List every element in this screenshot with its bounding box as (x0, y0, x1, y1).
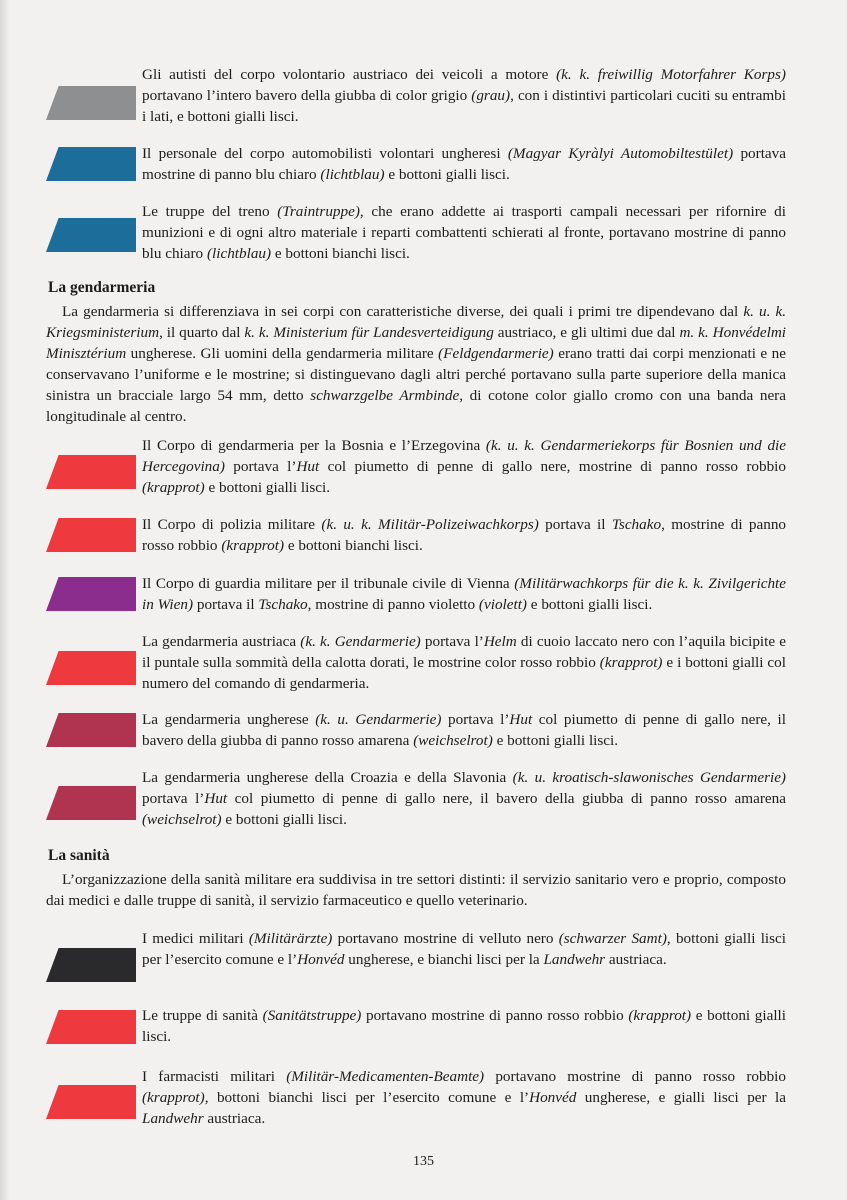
color-swatch (46, 147, 136, 181)
entry-text: Il Corpo di polizia militare (k. u. k. Militär-Polizeiwachkorps) portava il Tschako, mostrine di panno rosso robbio (krapprot) e bottoni bianchi lisci. (142, 516, 787, 554)
entry-text: Gli autisti del corpo volontario austriaco dei veicoli a motore (k. k. freiwillig Motorfahrer Korps) portavano l’intero bavero della giubba di color grigio (grau), con i distintivi particolari cuciti su entrambi i lati, e bottoni gialli lisci. (142, 66, 786, 125)
entry-text: Il Corpo di gendarmeria per la Bosnia e l’Erzegovina (k. u. k. Gendarmeriekorps für Bosnien und die Hercegovina) portava l’Hut col piumetto di penne di gallo nere, mostrine di panno rosso robbio (krapprot) e bottoni gialli lisci. (142, 437, 786, 496)
entry-croatian-gendarmerie (46, 767, 786, 831)
color-swatch (46, 651, 136, 685)
color-swatch (46, 86, 136, 120)
entry-medical-troops (46, 1005, 786, 1049)
entry-train-troops (46, 201, 786, 265)
color-swatch (46, 948, 136, 982)
intro-sanita: L’organizzazione della sanità militare era suddivisa in tre settori distinti: il servizio sanitario vero e proprio, composto dai medici e dalle truppe di sanità, il servizio farmaceutico e quello veterinario. (46, 871, 786, 909)
entry-military-pharmacists (46, 1066, 786, 1130)
section-heading-sanita: La sanità (48, 847, 110, 864)
page-number: 135 (413, 1154, 434, 1169)
entry-hungarian-gendarmerie (46, 709, 786, 753)
entry-vienna-guard (46, 573, 786, 617)
entry-text: La gendarmeria ungherese (k. u. Gendarmerie) portava l’Hut col piumetto di penne di gallo nere, il bavero della giubba di panno rosso amarena (weichselrot) e bottoni gialli lisci. (142, 711, 786, 749)
entry-military-police (46, 514, 786, 558)
entry-text: La gendarmeria ungherese della Croazia e della Slavonia (k. u. kroatisch-slawonisches Gendarmerie) portava l’Hut col piumetto di penne di gallo nere, il bavero della giubba di panno rosso amarena (weichselrot) e bottoni gialli lisci. (142, 769, 786, 828)
entry-text: Le truppe del treno (Traintruppe), che erano addette ai trasporti campali necessari per rifornire di munizioni e di ogni altro materiale i reparti combattenti schierati al fronte, portavano mostrine di panno blu chiaro (lichtblau) e bottoni bianchi lisci. (142, 203, 786, 262)
entry-text: I farmacisti militari (Militär-Medicamenten-Beamte) portavano mostrine di panno rosso robbio (krapprot), bottoni bianchi lisci per l’esercito comune e l’Honvéd ungherese, e gialli lisci per la Landwehr austriaca. (142, 1068, 786, 1127)
color-swatch (46, 218, 136, 252)
intro-gendarmeria: La gendarmeria si differenziava in sei corpi con caratteristiche diverse, dei quali i primi tre dipendevano dal k. u. k. Kriegsministerium, il quarto dal k. k. Ministerium für Landesverteidigung austriaco, e gli ultimi due dal m. k. Honvédelmi Minisztérium ungherese. Gli uomini della gendarmeria militare (Feldgendarmerie) erano tratti dai corpi menzionati e ne conservavano l’uniforme e le mostrine; si distinguevano dagli altri perché portavano sulla parte superiore della manica sinistra un bracciale largo 54 mm, detto schwarzgelbe Armbinde, di cotone color giallo cromo con una banda nera longitudinale al centro. (46, 303, 787, 425)
color-swatch (46, 1085, 136, 1119)
entry-text: I medici militari (Militärärzte) portavano mostrine di velluto nero (schwarzer Samt), bottoni gialli lisci per l’esercito comune e l’Honvéd ungherese, e bianchi lisci per la Landwehr austriaca. (142, 930, 786, 968)
section-heading-gendarmeria: La gendarmeria (48, 279, 156, 296)
page-fold-shadow (0, 0, 10, 1200)
entry-military-doctors (46, 928, 786, 992)
color-swatch (46, 786, 136, 820)
entry-bosnia-gendarmerie (46, 435, 786, 499)
color-swatch (46, 1010, 136, 1044)
entry-hungarian-motor-corps (46, 143, 786, 187)
color-swatch (46, 455, 136, 489)
entry-text: Il personale del corpo automobilisti volontari ungheresi (Magyar Kyràlyi Automobiltestület) portava mostrine di panno blu chiaro (lichtblau) e bottoni gialli lisci. (142, 145, 786, 183)
color-swatch (46, 713, 136, 747)
entry-text: Le truppe di sanità (Sanitätstruppe) portavano mostrine di panno rosso robbio (krapprot) e bottoni gialli lisci. (142, 1007, 786, 1045)
entry-text: Il Corpo di guardia militare per il tribunale civile di Vienna (Militärwachkorps für die k. k. Zivilgerichte in Wien) portava il Tschako, mostrine di panno violetto (violett) e bottoni gialli lisci. (142, 575, 787, 613)
entry-motor-corps (46, 64, 786, 128)
entry-austrian-gendarmerie (46, 631, 786, 695)
color-swatch (46, 518, 136, 552)
color-swatch (46, 577, 136, 611)
entry-text: La gendarmeria austriaca (k. k. Gendarmerie) portava l’Helm di cuoio laccato nero con l’aquila bicipite e il puntale sulla sommità della calotta dorati, le mostrine color rosso robbio (krapprot) e i bottoni gialli col numero del comando di gendarmeria. (142, 633, 786, 692)
